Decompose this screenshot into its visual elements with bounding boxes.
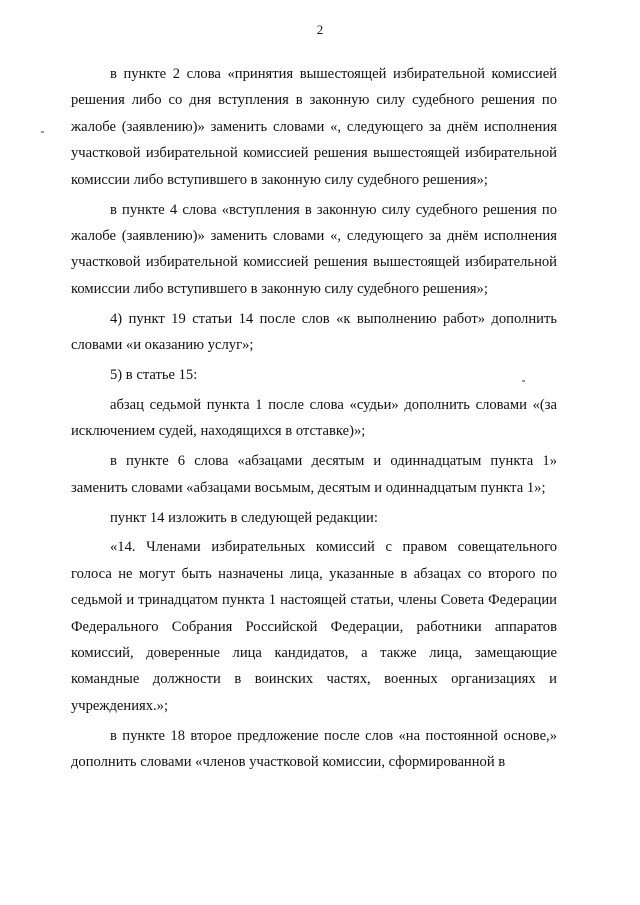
paragraph-point-14-text: «14. Членами избирательных комиссий с правом совещательного голоса не могут быть назначены лица, указанные в абзацах со второго по седьмой и тринадцатом пункта 1 настоящей статьи, члены Совета Федерации Федерального Собрания Российской Федерации, работники аппаратов комиссий, доверенные лица кандидатов, а также лица, замещающие командные должности в воинских частях, военных организациях и учреждениях.»; xyxy=(71,539,557,714)
paragraph-subparagraph-7: абзац седьмой пункта 1 после слова «судьи» дополнить словами «(за исключением судей, находящихся в отставке)»; xyxy=(71,396,557,440)
paragraph-item-4-article-14: 4) пункт 19 статьи 14 после слов «к выполнению работ» дополнить словами «и оказанию услуг»; xyxy=(71,310,557,354)
paragraph-point-14-intro: пункт 14 изложить в следующей редакции: xyxy=(110,509,378,526)
page-number: 2 xyxy=(316,22,324,37)
paragraph-point-18: в пункте 18 второе предложение после слов «на постоянной основе,» дополнить словами «членов участковой комиссии, сформированной в xyxy=(71,727,557,771)
paragraph-amend-point-4: в пункте 4 слова «вступления в законную силу судебного решения по жалобе (заявлению)» заменить словами «, следующего за днём исполнения участковой избирательной комиссией решения вышестоящей избирательной комиссии либо вступившего в законную силу судебного решения»; xyxy=(71,201,557,297)
paragraph-point-6: в пункте 6 слова «абзацами десятым и одиннадцатым пункта 1» заменить словами «абзацами восьмым, десятым и одиннадцатым пункта 1»; xyxy=(71,453,557,496)
document-body xyxy=(71,61,557,776)
paragraph-amend-point-2: в пункте 2 слова «принятия вышестоящей избирательной комиссией решения либо со дня вступления в законную силу судебного решения по жалобе (заявлению)» заменить словами «, следующего за днём исполнения участковой избирательной комиссией решения вышестоящей избирательной комиссии либо вступившего в законную силу судебного решения»; xyxy=(71,66,557,188)
paragraph-item-5-article-15: 5) в статье 15: xyxy=(110,366,198,383)
margin-mark-left xyxy=(41,131,44,133)
